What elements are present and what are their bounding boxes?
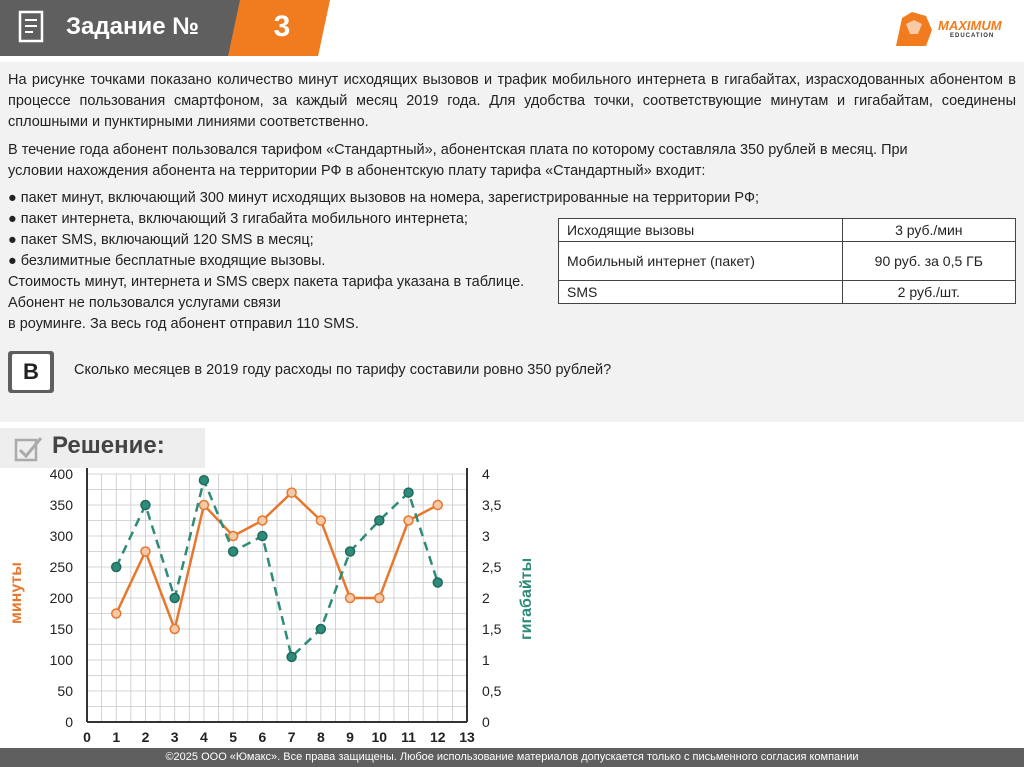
y-left-tick-label: 350 bbox=[49, 497, 73, 513]
y-left-tick-label: 50 bbox=[57, 683, 73, 699]
task-number: 3 bbox=[273, 10, 291, 43]
question-text: Сколько месяцев в 2019 году расходы по тарифу составили ровно 350 рублей? bbox=[74, 362, 612, 378]
minutes-data-point bbox=[229, 532, 238, 541]
y-right-tick-label: 3,5 bbox=[482, 497, 502, 513]
y-left-tick-label: 300 bbox=[49, 528, 73, 544]
minutes-data-point bbox=[112, 609, 121, 618]
gigabytes-data-point bbox=[112, 563, 121, 572]
x-tick-label: 4 bbox=[200, 729, 208, 745]
x-tick-label: 7 bbox=[287, 729, 296, 745]
x-tick-label: 11 bbox=[401, 729, 416, 745]
logo-subtext: EDUCATION bbox=[950, 33, 995, 39]
x-tick-label: 0 bbox=[83, 729, 91, 745]
minutes-data-point bbox=[199, 501, 208, 510]
minutes-data-point bbox=[170, 625, 179, 634]
gigabytes-data-point bbox=[199, 476, 208, 485]
gigabytes-data-point bbox=[346, 547, 355, 556]
x-tick-label: 5 bbox=[229, 729, 238, 745]
gigabytes-data-point bbox=[316, 625, 325, 634]
y-left-tick-label: 100 bbox=[49, 652, 73, 668]
bullet-minutes: ● пакет минут, включающий 300 минут исходящих вызовов на номера, зарегистрированные на территории РФ; bbox=[8, 190, 759, 206]
x-tick-label: 1 bbox=[112, 729, 121, 745]
y-right-tick-label: 0 bbox=[482, 714, 490, 730]
x-tick-label: 2 bbox=[141, 729, 150, 745]
roaming-line-2: в роуминге. За весь год абонент отправил 110 SMS. bbox=[8, 316, 359, 332]
minutes-data-point bbox=[258, 516, 267, 525]
gigabytes-data-point bbox=[375, 516, 384, 525]
bullet-sms: ● пакет SMS, включающий 120 SMS в месяц; bbox=[8, 232, 314, 248]
tariff-text-line-1: В течение года абонент пользовался тарифом «Стандартный», абонентская плата по которому составляла 350 рублей в месяц. При bbox=[8, 142, 908, 158]
tariff-text-line-2: условии нахождения абонента на территории РФ в абонентскую плату тарифа «Стандартный» входит: bbox=[8, 163, 706, 179]
gigabytes-data-point bbox=[433, 578, 442, 587]
y-left-tick-label: 250 bbox=[49, 559, 73, 575]
y-right-tick-label: 1 bbox=[482, 652, 490, 668]
table-cell-service: Исходящие вызовы bbox=[559, 219, 843, 242]
y-right-tick-label: 4 bbox=[482, 466, 490, 482]
y-left-tick-label: 200 bbox=[49, 590, 73, 606]
task-title: Задание № bbox=[66, 13, 199, 40]
task-intro: На рисунке точками показано количество минут исходящих вызовов и трафик мобильного интернета в гигабайтах, израсходованных абонентом в процессе пользования смартфоном, за каждый месяц 2019 года. Для удобства точки, соответствующие минутам и гигабайтам, соединены сплошными и пунктирными линиями соответственно. bbox=[8, 72, 1016, 130]
table-cell-service: Мобильный интернет (пакет) bbox=[559, 242, 843, 281]
x-tick-label: 9 bbox=[346, 729, 354, 745]
x-tick-label: 6 bbox=[258, 729, 267, 745]
minutes-data-point bbox=[404, 516, 413, 525]
x-tick-label: 12 bbox=[429, 729, 446, 745]
minutes-data-point bbox=[287, 488, 296, 497]
cost-text: Стоимость минут, интернета и SMS сверх пакета тарифа указана в таблице. bbox=[8, 274, 525, 290]
bullet-incoming: ● безлимитные бесплатные входящие вызовы. bbox=[8, 253, 326, 269]
logo-text: MAXIMUM bbox=[938, 18, 1002, 33]
y-left-tick-label: 150 bbox=[49, 621, 73, 637]
gigabytes-data-point bbox=[258, 532, 267, 541]
roaming-line-1: Абонент не пользовался услугами связи bbox=[8, 295, 281, 311]
minutes-data-point bbox=[375, 594, 384, 603]
part-label: В bbox=[12, 354, 50, 390]
minutes-data-point bbox=[141, 547, 150, 556]
x-tick-label: 13 bbox=[459, 729, 475, 745]
x-tick-label: 3 bbox=[170, 729, 179, 745]
table-cell-price: 3 руб./мин bbox=[842, 219, 1015, 242]
minutes-data-point bbox=[316, 516, 325, 525]
table-cell-price: 90 руб. за 0,5 ГБ bbox=[842, 242, 1015, 281]
copyright-footer: ©2025 ООО «Юмакс». Все права защищены. Любое использование материалов допускается только с письменного согласия компании bbox=[0, 748, 1024, 767]
solution-title: Решение: bbox=[52, 432, 165, 459]
minutes-data-point bbox=[346, 594, 355, 603]
y-left-tick-label: 0 bbox=[65, 714, 73, 730]
x-tick-label: 10 bbox=[371, 729, 388, 745]
bullet-internet: ● пакет интернета, включающий 3 гигабайта мобильного интернета; bbox=[8, 211, 468, 227]
y-right-tick-label: 2,5 bbox=[482, 559, 502, 575]
y-left-tick-label: 400 bbox=[49, 466, 73, 482]
x-tick-label: 8 bbox=[316, 729, 325, 745]
y-right-axis-label: гигабайты bbox=[518, 557, 535, 640]
gigabytes-data-point bbox=[170, 594, 179, 603]
y-right-tick-label: 0,5 bbox=[482, 683, 502, 699]
y-right-tick-label: 2 bbox=[482, 590, 490, 606]
gigabytes-data-point bbox=[404, 488, 413, 497]
gigabytes-data-point bbox=[229, 547, 238, 556]
y-right-tick-label: 3 bbox=[482, 528, 490, 544]
table-cell-price: 2 руб./шт. bbox=[842, 281, 1015, 304]
minutes-data-point bbox=[433, 501, 442, 510]
y-right-tick-label: 1,5 bbox=[482, 621, 502, 637]
y-left-axis-label: минуты bbox=[8, 562, 25, 624]
gigabytes-data-point bbox=[287, 652, 296, 661]
gigabytes-data-point bbox=[141, 501, 150, 510]
table-cell-service: SMS bbox=[559, 281, 843, 304]
